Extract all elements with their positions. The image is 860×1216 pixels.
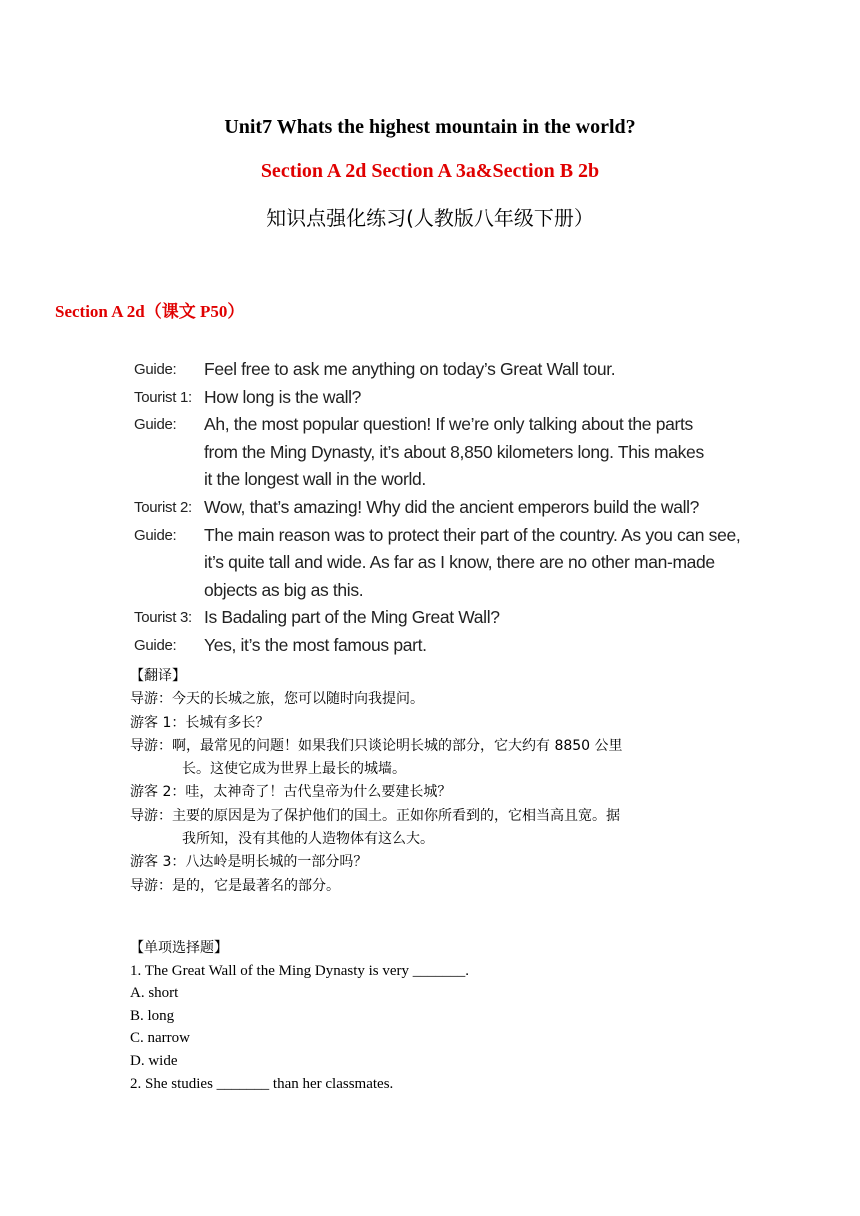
dialogue-image-text bbox=[134, 356, 741, 660]
quiz-question: 1. The Great Wall of the Ming Dynasty is very _______. bbox=[130, 962, 470, 979]
translation-block bbox=[130, 665, 740, 898]
translation-heading: 【翻译】 bbox=[130, 668, 186, 684]
translation-line: 导游：主要的原因是为了保护他们的国土。正如你所看到的，它相当高且宽。据 bbox=[130, 807, 620, 824]
dialogue-text: Wow, that’s amazing! Why did the ancient emperors build the wall? bbox=[204, 496, 700, 517]
dialogue-text: it the longest wall in the world. bbox=[204, 469, 426, 490]
document-title: Unit7 Whats the highest mountain in the world? bbox=[224, 116, 636, 138]
quiz-option: C. narrow bbox=[130, 1030, 190, 1047]
speaker: Guide: bbox=[134, 526, 177, 544]
dialogue-line bbox=[134, 604, 734, 632]
dialogue-line bbox=[134, 632, 734, 660]
dialogue-text: Feel free to ask me anything on today’s Great Wall tour. bbox=[204, 359, 616, 379]
speaker: Tourist 3: bbox=[134, 609, 192, 627]
dialogue-line bbox=[134, 411, 734, 439]
dialogue-text: it’s quite tall and wide. As far as I know, there are no other man-made bbox=[204, 552, 715, 573]
dialogue-line bbox=[134, 384, 734, 412]
document-caption: 知识点强化练习(人教版八年级下册） bbox=[266, 206, 594, 230]
quiz-option: A. short bbox=[130, 985, 179, 1002]
dialogue-text: objects as big as this. bbox=[204, 579, 364, 600]
quiz-option: D. wide bbox=[130, 1052, 178, 1069]
speaker: Guide: bbox=[134, 361, 177, 378]
speaker: Tourist 2: bbox=[134, 498, 192, 516]
dialogue-line bbox=[134, 549, 734, 577]
translation-line: 我所知，没有其他的人造物体有这么大。 bbox=[182, 831, 434, 848]
quiz-option: B. long bbox=[130, 1007, 175, 1024]
quiz-heading: 【单项选择题】 bbox=[130, 940, 228, 956]
quiz-question: 2. She studies _______ than her classmates. bbox=[130, 1075, 394, 1092]
translation-line: 游客 1：长城有多长？ bbox=[130, 714, 270, 731]
translation-line: 游客 3：八达岭是明长城的一部分吗？ bbox=[130, 854, 368, 871]
translation-line: 导游：是的，它是最著名的部分。 bbox=[130, 877, 340, 894]
translation-line: 导游：啊，最常见的问题！如果我们只谈论明长城的部分，它大约有 8850 公里 bbox=[130, 737, 623, 754]
speaker: Guide: bbox=[134, 416, 177, 434]
document-subtitle: Section A 2d Section A 3a&Section B 2b bbox=[260, 160, 600, 182]
dialogue-text: The main reason was to protect their part of the country. As you can see, bbox=[204, 524, 741, 545]
section-heading: Section A 2d（课文 P50） bbox=[55, 302, 245, 321]
quiz-block bbox=[130, 937, 740, 1095]
speaker: Tourist 1: bbox=[134, 388, 192, 406]
translation-line: 导游：今天的长城之旅，您可以随时向我提问。 bbox=[130, 691, 424, 708]
dialogue-line bbox=[134, 439, 734, 467]
translation-line: 游客 2：哇，太神奇了！古代皇帝为什么要建长城？ bbox=[130, 784, 452, 801]
dialogue-line bbox=[134, 522, 741, 550]
dialogue-text: from the Ming Dynasty, it’s about 8,850 kilometers long. This makes bbox=[204, 441, 704, 462]
translation-line: 长。这使它成为世界上最长的城墙。 bbox=[182, 761, 406, 778]
dialogue-line bbox=[134, 356, 734, 384]
dialogue-text: Is Badaling part of the Ming Great Wall? bbox=[204, 607, 500, 628]
dialogue-line bbox=[134, 494, 734, 522]
dialogue-line bbox=[134, 466, 734, 494]
dialogue-line bbox=[134, 577, 734, 605]
dialogue-text: Ah, the most popular question! If we’re only talking about the parts bbox=[204, 414, 693, 435]
dialogue-text: How long is the wall? bbox=[204, 386, 362, 407]
dialogue-text: Yes, it’s the most famous part. bbox=[204, 634, 427, 655]
speaker: Guide: bbox=[134, 636, 177, 654]
